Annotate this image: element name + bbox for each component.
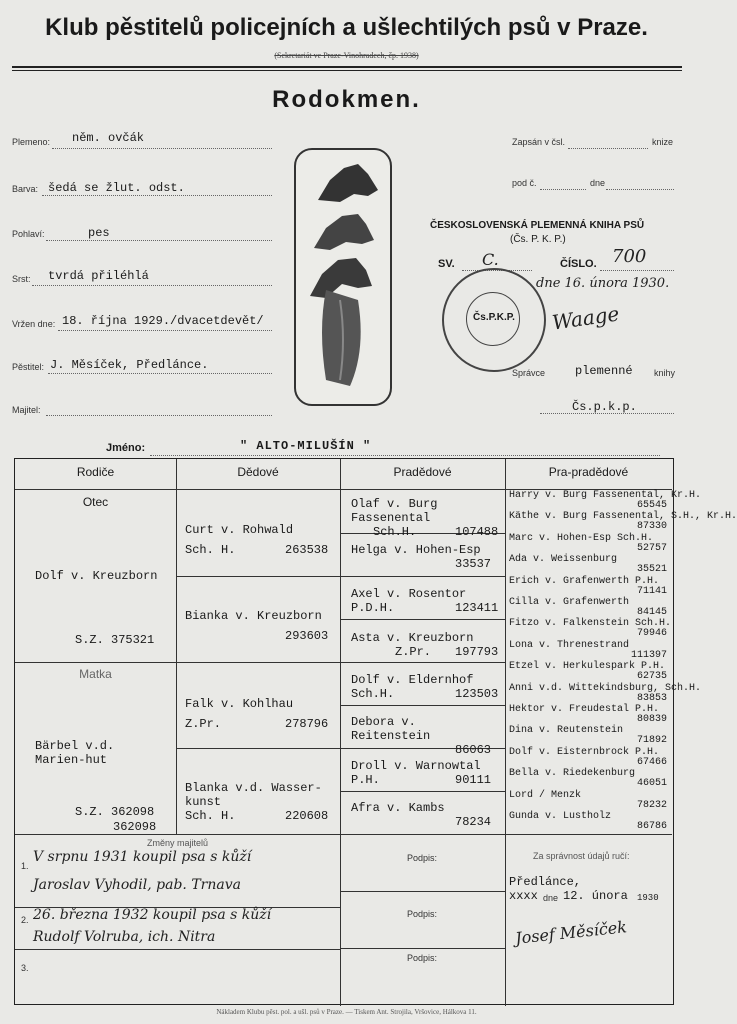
born-label: Vržen dne: — [12, 319, 56, 329]
pedigree-table — [14, 458, 737, 1005]
grandparent-4: Blanka v.d. Wasser-kunst Sch. H. 220608 — [185, 781, 329, 823]
book-label: knize — [652, 137, 674, 147]
sire-reg: S.Z. 375321 — [75, 633, 155, 647]
document-heading: Rodokmen. — [272, 86, 421, 113]
great-great-grandparent: Hektor v. Freudestal P.H. 80839 — [509, 704, 667, 725]
number-label: ČÍSLO. — [560, 258, 597, 270]
registration-date: dne 16. února 1930. — [536, 276, 670, 291]
dam-name: Bärbel v.d. Marien-hut — [35, 739, 115, 767]
header-rule-thin — [12, 70, 682, 71]
club-subtitle: (Sekretariát ve Praze-Vinohradech, čp. 1938) — [274, 51, 419, 60]
breeder-value: J. Měsíček, Předlánce. — [50, 358, 209, 372]
great-grandparent-5: Dolf v. Eldernhof Sch.H. 123503 — [351, 673, 499, 701]
great-grandparent-4: Asta v. Kreuzborn Z.Pr. 197793 — [351, 631, 499, 659]
certification-date-prefix: xxxx — [509, 889, 538, 903]
great-great-grandparent: Erich v. Grafenwerth P.H. 71141 — [509, 575, 667, 597]
great-great-grandparent: Lona v. Threnestrand 111397 — [509, 639, 667, 661]
sire-name: Dolf v. Kreuzborn — [35, 569, 158, 583]
dam-reg: S.Z. 362098 — [75, 805, 155, 819]
dam-label: Matka — [79, 667, 112, 681]
header-great-great-grandparents: Pra-pradědové — [548, 465, 629, 479]
owner-label: Majitel: — [12, 405, 41, 415]
header-parents: Rodiče — [76, 465, 115, 479]
great-great-grandparent: Bella v. Riedekenburg 46051 — [509, 768, 667, 790]
sex-value: pes — [88, 226, 110, 240]
great-great-grandparent: Dolf v. Eisternbrock P.H. 67466 — [509, 746, 667, 768]
breeder-label: Pěstitel: — [12, 362, 45, 372]
breeder-signature: Josef Měsíček — [514, 917, 628, 948]
grandparent-1: Curt v. Rohwald Sch. H. 263538 — [185, 523, 329, 557]
breed-value: něm. ovčák — [72, 131, 145, 145]
stamp-center-text: Čs.P.K.P. — [473, 312, 515, 323]
ownership-entry-2-line-2: Rudolf Volruba, ich. Nitra — [33, 929, 216, 945]
header-rule — [12, 66, 682, 68]
great-great-grandparent: Dina v. Reutenstein 71892 — [509, 725, 667, 747]
registry-abbr: (Čs. P. K. P.) — [510, 234, 566, 245]
footer-imprint: Nákladem Klubu pěst. pol. a ušl. psů v Praze. — Tiskem Ant. Strojila, Vršovice, Hálkova 11. — [216, 1008, 477, 1016]
certification-place: Předlánce, — [509, 875, 582, 889]
great-great-grandparent: Käthe v. Burg Fassenental, S.H., Kr.H. 87330 — [509, 511, 737, 533]
dog-name: " ALTO-MILUŠÍN " — [240, 439, 372, 453]
great-great-grandparent: Marc v. Hohen-Esp Sch.H. 52757 — [509, 532, 667, 554]
dog-heads-illustration — [294, 148, 392, 406]
under-label: pod č. — [512, 178, 537, 188]
color-label: Barva: — [12, 184, 39, 194]
coat-label: Srst: — [12, 274, 31, 284]
ownership-num-2: 2. — [21, 915, 29, 925]
great-great-grandparent: Ada v. Weissenburg 35521 — [509, 554, 667, 576]
registry-name: ČESKOSLOVENSKÁ PLEMENNÁ KNIHA PSŮ — [430, 220, 645, 231]
grandparent-2: Bianka v. Kreuzborn 293603 — [185, 609, 329, 643]
club-title: Klub pěstitelů policejních a ušlechtilých psů v Praze. — [45, 14, 648, 41]
registry-stamp — [442, 268, 546, 372]
great-great-grandparent: Lord / Menzk 78232 — [509, 789, 667, 811]
admin-label-2: knihy — [654, 368, 676, 378]
ownership-entry-1-line-1: V srpnu 1931 koupil psa s kůží — [33, 849, 252, 865]
ownership-entry-1-line-2: Jaroslav Vyhodil, pab. Trnava — [33, 877, 241, 893]
great-great-grandparent: Anni v.d. Wittekindsburg, Sch.H. 83853 — [509, 682, 702, 704]
entered-label: Zapsán v čsl. — [512, 137, 566, 147]
dam-reg-correction: 362098 — [113, 820, 157, 834]
great-grandparent-3: Axel v. Rosentor P.D.H. 123411 — [351, 587, 499, 615]
registrar-signature: Waage — [550, 301, 621, 335]
sign-label-1: Podpis: — [407, 853, 438, 863]
grandparent-3: Falk v. Kohlhau Z.Pr. 278796 — [185, 697, 329, 731]
ownership-num-3: 3. — [21, 963, 29, 973]
sign-label-2: Podpis: — [407, 909, 438, 919]
great-great-grandparent: Gunda v. Lustholz 86786 — [509, 811, 667, 832]
sex-label: Pohlaví: — [12, 229, 45, 239]
name-label: Jméno: — [106, 442, 146, 454]
great-great-grandparent: Harry v. Burg Fassenental, Kr.H. 65545 — [509, 490, 702, 511]
ownership-num-1: 1. — [21, 861, 29, 871]
born-value: 18. října 1929./dvacetdevět/ — [62, 314, 264, 328]
date-label: dne — [590, 178, 606, 188]
certification-label: Za správnost údajů ručí: — [533, 851, 630, 861]
great-great-grandparent: Fitzo v. Falkenstein Sch.H. 79946 — [509, 618, 672, 640]
admin-value: plemenné — [575, 364, 633, 378]
color-value: šedá se žlut. odst. — [48, 181, 185, 195]
coat-value: tvrdá přiléhlá — [48, 269, 149, 283]
header-great-grandparents: Pradědové — [393, 465, 452, 479]
sire-label: Otec — [82, 495, 109, 509]
great-grandparent-8: Afra v. Kambs 78234 — [351, 801, 492, 829]
great-grandparent-2: Helga v. Hohen-Esp 33537 — [351, 543, 492, 571]
sign-label-3: Podpis: — [407, 953, 438, 963]
certification-date: 12. února — [563, 889, 628, 903]
great-great-grandparent: Cilla v. Grafenwerth 84145 — [509, 597, 667, 618]
sv-label: SV. — [438, 258, 455, 270]
great-grandparent-7: Droll v. Warnowtal P.H. 90111 — [351, 759, 492, 787]
great-great-grandparent: Etzel v. Herkulespark P.H. 62735 — [509, 661, 667, 683]
breed-label: Plemeno: — [12, 137, 51, 147]
admin-org: Čs.p.k.p. — [572, 400, 637, 414]
number-value: 700 — [612, 246, 647, 267]
sv-value: C. — [482, 250, 499, 269]
great-grandparent-6: Debora v. Reitenstein 86063 — [351, 715, 492, 757]
certification-date-label: dne — [543, 893, 559, 903]
admin-label: Správce — [512, 368, 546, 378]
certification-year: 1930 — [637, 893, 659, 903]
great-grandparent-1: Olaf v. Burg Fassenental Sch.H. 107488 — [351, 497, 499, 539]
header-grandparents: Dědové — [237, 465, 279, 479]
ownership-entry-2-line-1: 26. března 1932 koupil psa s kůží — [33, 907, 272, 923]
ownership-label: Změny majitelů — [146, 838, 209, 848]
